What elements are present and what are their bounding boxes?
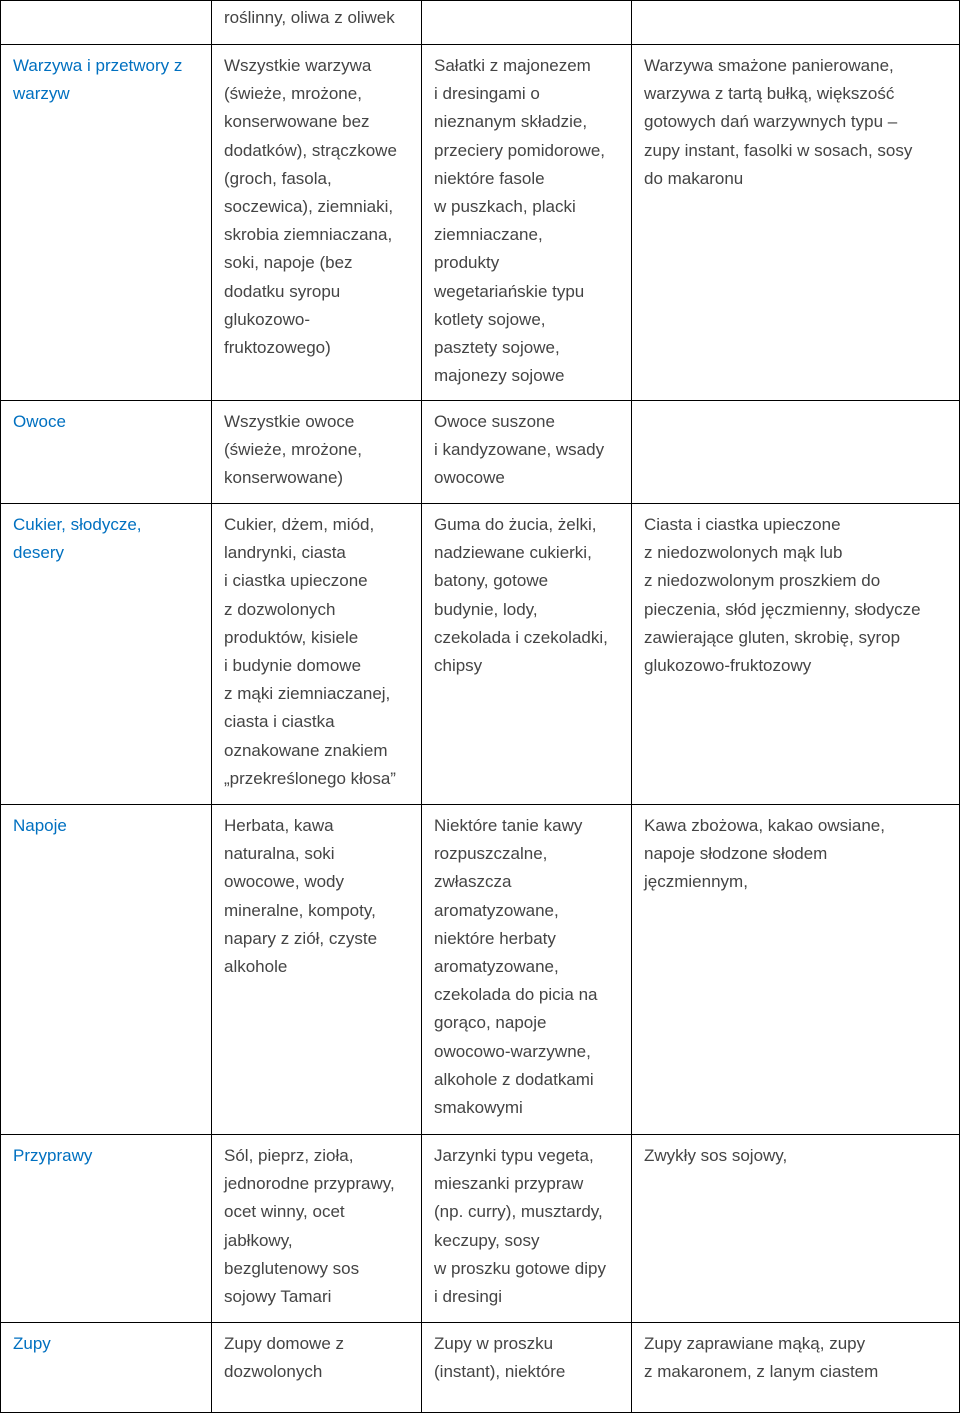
allowed-cell: Sól, pieprz, zioła, jednorodne przyprawy, ocet winny, ocet jabłkowy, bezglutenowy sos sojowy Tamari xyxy=(212,1135,422,1323)
category-cell: Cukier, słodycze, desery xyxy=(1,504,212,805)
allowed-cell: Cukier, dżem, miód, landrynki, ciasta i ciastka upieczone z dozwolonych produktów, kisiele i budynie domowe z mąki ziemniaczanej, ciasta i ciastka oznakowane znakiem „przekreślonego kłosa” xyxy=(212,504,422,805)
category-cell: Owoce xyxy=(1,401,212,504)
forbidden-cell: Zwykły sos sojowy, xyxy=(632,1135,960,1323)
allowed-cell: Wszystkie warzywa (świeże, mrożone, konserwowane bez dodatków), strączkowe (groch, fasola, soczewica), ziemniaki, skrobia ziemniaczana, soki, napoje (bez dodatku syropu glukozowo- fruktozowego) xyxy=(212,45,422,401)
forbidden-cell xyxy=(632,401,960,504)
caution-cell: Sałatki z majonezem i dresingami o nieznanym składzie, przeciery pomidorowe, niektóre fasole w puszkach, placki ziemniaczane, produkty wegetariańskie typu kotlety sojowe, pasztety sojowe, majonezy sojowe xyxy=(422,45,632,401)
forbidden-cell: Ciasta i ciastka upieczone z niedozwolonych mąk lub z niedozwolonym proszkiem do pieczenia, słód jęczmienny, słodycze zawierające gluten, skrobię, syrop glukozowo-fruktozowy xyxy=(632,504,960,805)
caution-cell: Jarzynki typu vegeta, mieszanki przypraw (np. curry), musztardy, keczupy, sosy w proszku gotowe dipy i dresingi xyxy=(422,1135,632,1323)
category-cell: Zupy xyxy=(1,1323,212,1413)
allowed-cell: Herbata, kawa naturalna, soki owocowe, wody mineralne, kompoty, napary z ziół, czyste alkohole xyxy=(212,805,422,1135)
category-cell: Przyprawy xyxy=(1,1135,212,1323)
caution-cell: Owoce suszone i kandyzowane, wsady owocowe xyxy=(422,401,632,504)
caution-cell: Niektóre tanie kawy rozpuszczalne, zwłaszcza aromatyzowane, niektóre herbaty aromatyzowane, czekolada do picia na gorąco, napoje owocowo-warzywne, alkohole z dodatkami smakowymi xyxy=(422,805,632,1135)
forbidden-cell xyxy=(632,1,960,45)
category-cell xyxy=(1,1,212,45)
caution-cell: Guma do żucia, żelki, nadziewane cukierki, batony, gotowe budynie, lody, czekolada i czekoladki, chipsy xyxy=(422,504,632,805)
allowed-cell: roślinny, oliwa z oliwek xyxy=(212,1,422,45)
forbidden-cell: Kawa zbożowa, kakao owsiane, napoje słodzone słodem jęczmiennym, xyxy=(632,805,960,1135)
forbidden-cell: Zupy zaprawiane mąką, zupy z makaronem, z lanym ciastem xyxy=(632,1323,960,1413)
table-row xyxy=(1,1135,960,1323)
table-row xyxy=(1,1,960,45)
forbidden-cell: Warzywa smażone panierowane, warzywa z tartą bułką, większość gotowych dań warzywnych typu – zupy instant, fasolki w sosach, sosy do makaronu xyxy=(632,45,960,401)
category-cell: Napoje xyxy=(1,805,212,1135)
table-row xyxy=(1,504,960,805)
allowed-cell: Wszystkie owoce (świeże, mrożone, konserwowane) xyxy=(212,401,422,504)
table-row xyxy=(1,805,960,1135)
table-row xyxy=(1,401,960,504)
table-row xyxy=(1,45,960,401)
allowed-cell: Zupy domowe z dozwolonych xyxy=(212,1323,422,1413)
category-cell: Warzywa i przetwory z warzyw xyxy=(1,45,212,401)
caution-cell: Zupy w proszku (instant), niektóre xyxy=(422,1323,632,1413)
table-row xyxy=(1,1323,960,1413)
caution-cell xyxy=(422,1,632,45)
